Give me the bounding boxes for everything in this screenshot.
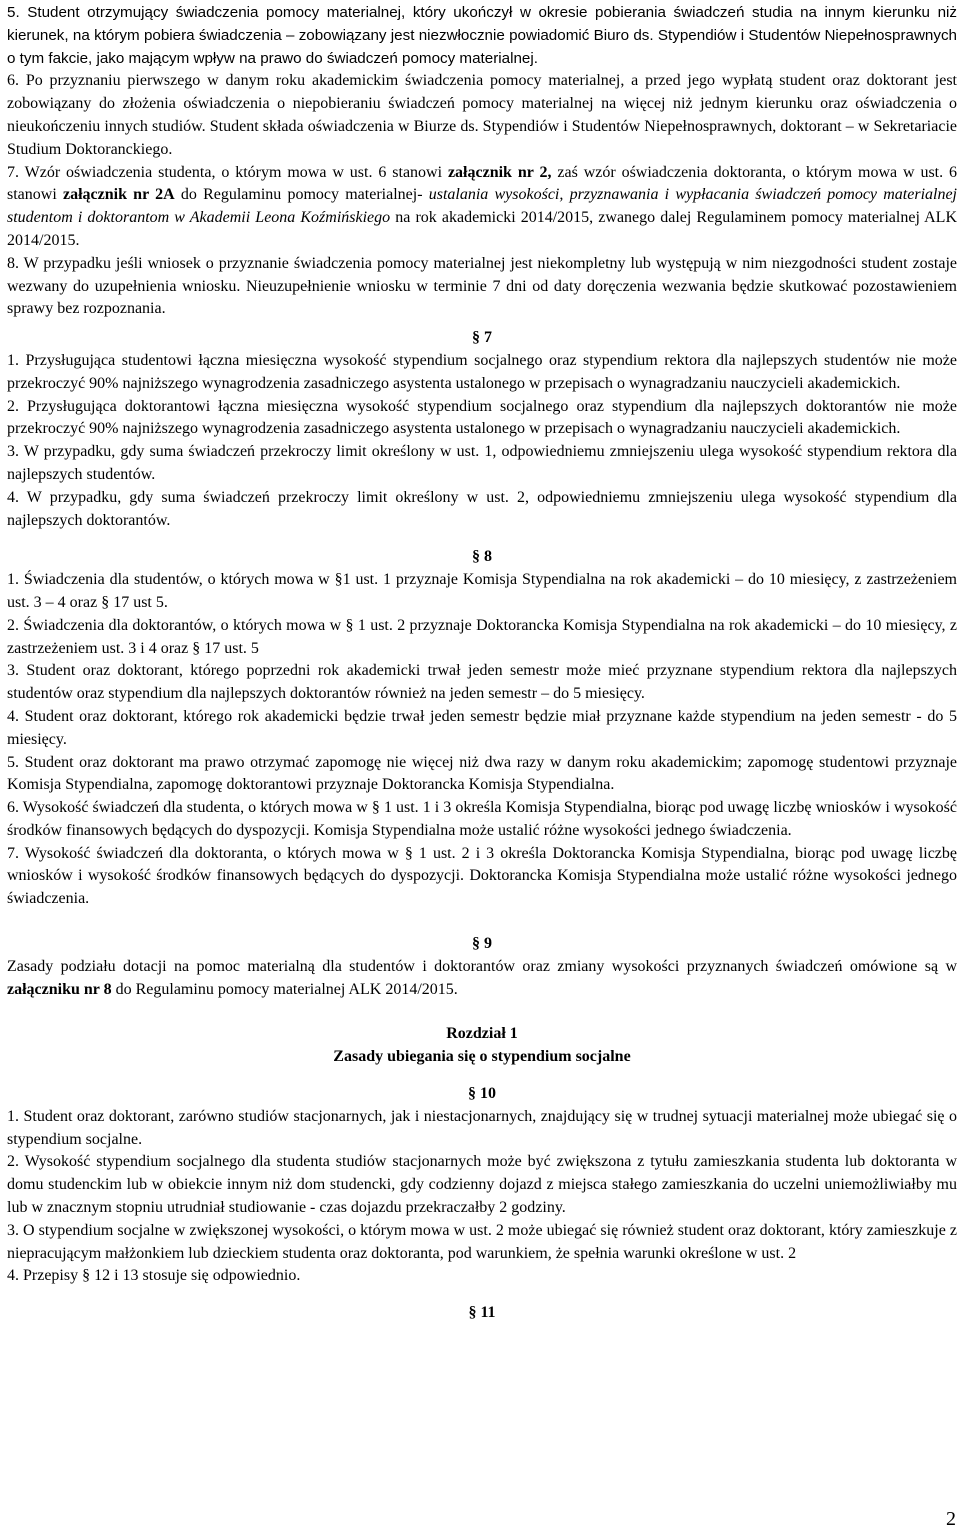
chapter-title: Rozdział 1: [446, 1025, 518, 1043]
regulation-title: ustalania wysokości, przyznawania i wypłacania świadczeń pomocy materialnej studentom i doktorantom w Akademii Leona Koźmińskiego: [7, 186, 958, 227]
paragraph-7: [7, 162, 957, 253]
section-7-heading: § 7: [472, 329, 492, 347]
sec10-paragraph-1: 1. Student oraz doktorant, zarówno studiów stacjonarnych, jak i niestacjonarnych, znajdujący się w trudnej sytuacji materialnej może ubiegać się o stypendium socjalne.: [7, 1107, 957, 1148]
document-page: [7, 2, 957, 1325]
p7-text-c: zaś wzór oświadczenia doktoranta, o którym mowa w ust. 6 stanowi: [7, 163, 958, 204]
section-10-heading: § 10: [468, 1085, 496, 1103]
sec10-paragraph-4: 4. Przepisy § 12 i 13 stosuje się odpowiednio.: [7, 1267, 301, 1285]
chapter-subtitle: Zasady ubiegania się o stypendium socjalne: [333, 1048, 631, 1066]
sec8-paragraph-6: 6. Wysokość świadczeń dla studenta, o których mowa w § 1 ust. 1 i 3 określa Komisja Stypendialna, biorąc pod uwagę liczbę wniosków i wysokość środków finansowych będących do dyspozycji. Komisja Stypendialna może ustalić różne wysokości jednego świadczenia.: [7, 799, 957, 839]
p7-text-e: do Regulaminu pomocy materialnej-: [174, 186, 429, 204]
paragraph-6: 6. Po przyznaniu pierwszego w danym roku akademickim świadczenia pomocy materialnej, a przed jego wypłatą student oraz doktorant jest zobowiązany do złożenia oświadczenia o niepobieraniu świadczeń pomocy materialnej na więcej niż jednym kierunku oraz oświadczenia o nieukończeniu innych studiów. Student składa oświadczenia w Biurze ds. Stypendiów i Studentów Niepełnosprawnych, doktorant – w Sekretariacie Studium Doktoranckiego.: [7, 72, 957, 158]
sec8-paragraph-7: 7. Wysokość świadczeń dla doktoranta, o których mowa w § 1 ust. 2 i 3 określa Doktorancka Komisja Stypendialna, biorąc pod uwagę liczbę wniosków i wysokość środków finansowych będących do dyspozycji. Doktorancka Komisja Stypendialna może ustalić różne wysokości jednego świadczenia.: [7, 844, 957, 908]
sec9-paragraph: [7, 956, 957, 1002]
attachment-8-ref: załączniku nr 8: [7, 980, 112, 998]
p7-text-a: 7. Wzór oświadczenia studenta, o którym mowa w ust. 6 stanowi: [7, 163, 448, 181]
attachment-2a-ref: załącznik nr 2A: [62, 186, 175, 204]
sec7-paragraph-1: 1. Przysługująca studentowi łączna miesięczna wysokość stypendium socjalnego oraz stypendium rektora dla najlepszych studentów nie może przekroczyć 90% najniższego wynagrodzenia zasadniczego asystenta ustalonego w przepisach o wynagradzaniu nauczycieli akademickich.: [7, 351, 957, 392]
sec10-paragraph-3: 3. O stypendium socjalne w zwiększonej wysokości, o którym mowa w ust. 2 może ubiegać się również student oraz doktorant, który zamieszkuje z niepracującym małżonkiem lub dzieckiem studenta oraz doktoranta, pod warunkiem, że spełnia warunki określone w ust. 2: [7, 1221, 957, 1262]
sec8-paragraph-3: 3. Student oraz doktorant, którego poprzedni rok akademicki trwał jeden semestr może mieć przyznane stypendium rektora dla najlepszych studentów oraz stypendium dla najlepszych doktorantów również na jeden semestr – do 5 miesięcy.: [7, 662, 957, 703]
sec10-paragraph-2: 2. Wysokość stypendium socjalnego dla studenta studiów stacjonarnych może być zwiększona z tytułu zamieszkania studenta lub doktoranta w domu studenckim lub w obiekcie innym niż dom studencki, gdy codzienny dojazd z miejsca stałego zamieszkania do uczelni uniemożliwiałby mu lub w znacznym stopniu utrudniał studiowanie - czas dojazdu przekraczałby 2 godziny.: [7, 1153, 957, 1217]
section-11-heading: § 11: [468, 1304, 496, 1322]
sec7-paragraph-2: 2. Przysługująca doktorantowi łączna miesięczna wysokość stypendium socjalnego oraz stypendium dla najlepszych doktorantów nie może przekroczyć 90% najniższego wynagrodzenia zasadniczego asystenta ustalonego w przepisach o wynagradzaniu nauczycieli akademickich.: [7, 397, 957, 438]
paragraph-8: 8. W przypadku jeśli wniosek o przyznanie świadczenia pomocy materialnej jest niekompletny lub występują w nim niezgodności student zostaje wezwany do uzupełnienia wniosku. Nieuzupełnienie wniosku w terminie 7 dni od daty doręczenia wezwania będzie skutkować pozostawieniem sprawy bez rozpoznania.: [7, 254, 957, 318]
attachment-2-ref: załącznik nr 2,: [447, 163, 552, 181]
section-9-heading: § 9: [472, 935, 492, 953]
sec9-text-a: Zasady podziału dotacji na pomoc materialną dla studentów i doktorantów oraz zmiany wysokości przyznanych świadczeń omówione są w: [7, 957, 957, 975]
paragraph-5: 5. Student otrzymujący świadczenia pomocy materialnej, który ukończył w okresie pobierania świadczeń studia na innym kierunku niż kierunek, na którym pobiera świadczenia – zobowiązany jest niezwłocznie powiadomić Biuro ds. Stypendiów i Studentów Niepełnosprawnych o tym fakcie, jako mającym wpływ na prawo do świadczeń pomocy materialnej.: [7, 4, 957, 67]
p7-text-g: na rok akademicki 2014/2015, zwanego dalej Regulaminem pomocy materialnej ALK 2014/2015.: [7, 209, 957, 249]
page-number: 2: [946, 1508, 956, 1530]
sec7-paragraph-4: 4. W przypadku, gdy suma świadczeń przekroczy limit określony w ust. 2, odpowiedniemu zmniejszeniu ulega wysokość stypendium dla najlepszych doktorantów.: [7, 488, 957, 529]
sec8-paragraph-1: 1. Świadczenia dla studentów, o których mowa w §1 ust. 1 przyznaje Komisja Stypendialna na rok akademicki – do 10 miesięcy, z zastrzeżeniem ust. 3 – 4 oraz § 17 ust 5.: [7, 571, 957, 611]
sec8-paragraph-5: 5. Student oraz doktorant ma prawo otrzymać zapomogę nie więcej niż dwa razy w danym roku akademickim; zapomogę studentowi przyznaje Komisja Stypendialna, zapomogę doktorantowi przyznaje Doktorancka Komisja Stypendialna.: [7, 753, 957, 794]
sec9-text-c: do Regulaminu pomocy materialnej ALK 2014/2015.: [111, 980, 458, 998]
sec8-paragraph-4: 4. Student oraz doktorant, którego rok akademicki będzie trwał jeden semestr będzie miał przyznane każde stypendium na jeden semestr - do 5 miesięcy.: [7, 707, 957, 748]
section-8-heading: § 8: [472, 548, 492, 566]
sec8-paragraph-2: 2. Świadczenia dla doktorantów, o których mowa w § 1 ust. 2 przyznaje Doktorancka Komisja Stypendialna na rok akademicki – do 10 miesięcy, z zastrzeżeniem ust. 3 i 4 oraz § 17 ust. 5: [7, 616, 957, 657]
sec7-paragraph-3: 3. W przypadku, gdy suma świadczeń przekroczy limit określony w ust. 1, odpowiedniemu zmniejszeniu ulega wysokość stypendium rektora dla najlepszych studentów.: [7, 443, 957, 483]
